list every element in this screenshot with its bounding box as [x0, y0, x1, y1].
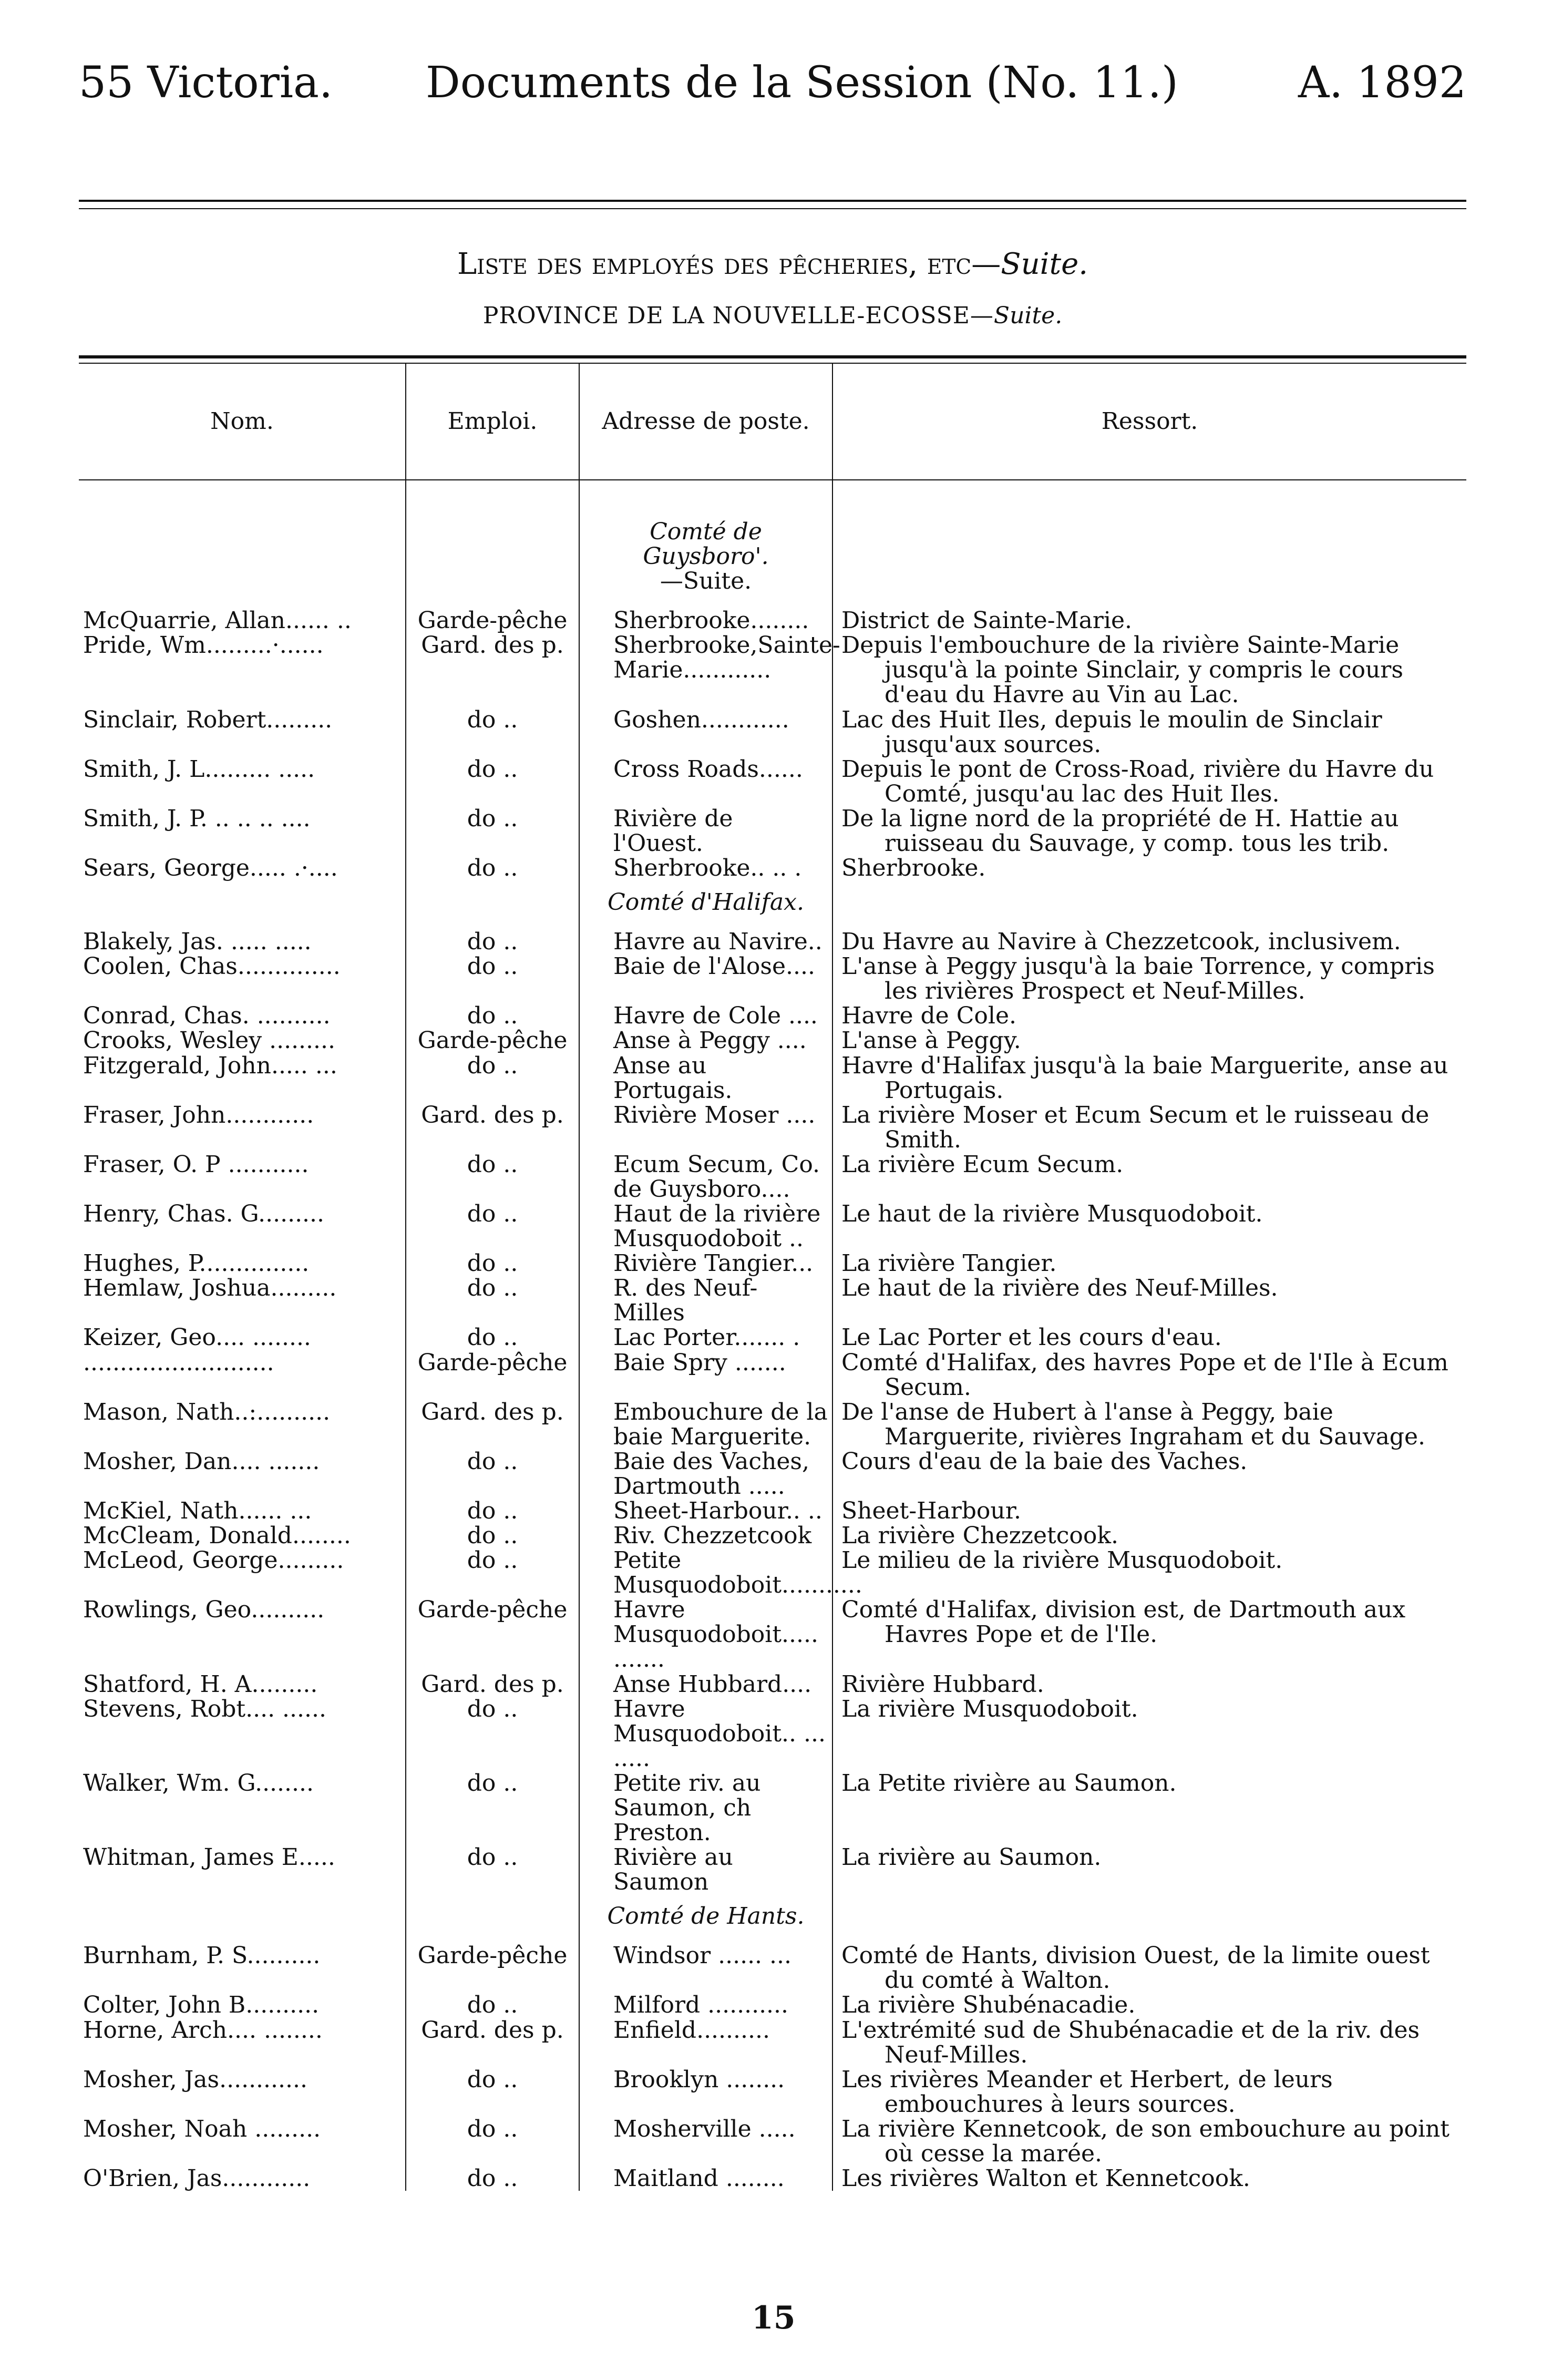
jurisdiction: La rivière Ecum Secum. [841, 1151, 1124, 1178]
employee-name: Burnham, P. S.......... [83, 1942, 321, 1969]
column-header-nom: Nom. [79, 364, 406, 480]
table-row [79, 1251, 1466, 1276]
employee-name: Colter, John B.......... [83, 1992, 320, 2019]
employee-name: Shatford, H. A......... [83, 1670, 318, 1698]
table-row [79, 2018, 1466, 2067]
employee-role: do .. [467, 2066, 518, 2093]
employee-role: do .. [467, 1002, 518, 1030]
post-address: Rivière de l'Ouest. [613, 805, 733, 857]
jurisdiction: Sheet-Harbour. [841, 1497, 1021, 1524]
employee-name: Sears, George..... .·.... [83, 855, 338, 882]
post-address: Anse au Portugais. [613, 1052, 733, 1104]
employee-role: do .. [467, 1522, 518, 1550]
employee-name: Mosher, Jas............ [83, 2066, 307, 2093]
employee-name: Smith, J. P. .. .. .. .... [83, 805, 311, 832]
employee-role: do .. [467, 2115, 518, 2142]
employee-role: do .. [467, 855, 518, 882]
post-address: R. des Neuf-Milles [613, 1275, 758, 1327]
employee-name: McLeod, George......... [83, 1547, 344, 1574]
post-address: Riv. Chezzetcook [613, 1522, 812, 1550]
employee-role: do .. [467, 1497, 518, 1524]
table-row [79, 1152, 1466, 1202]
employee-name: Hemlaw, Joshua......... [83, 1275, 337, 1302]
post-address: Baie des Vaches, Dartmouth ..... [613, 1448, 809, 1500]
employee-role: Gard. des p. [421, 632, 564, 659]
employee-name: Fraser, John............ [83, 1101, 314, 1129]
employee-role: do .. [467, 805, 518, 832]
jurisdiction: La rivière au Saumon. [841, 1844, 1102, 1871]
table-row [79, 1028, 1466, 1053]
section-title: Comté de Guysboro'. [643, 518, 769, 570]
section-row [79, 1894, 1466, 1943]
employee-role: do .. [467, 755, 518, 783]
employee-role: do .. [467, 1769, 518, 1797]
post-address: Haut de la rivière Musquodoboit .. [613, 1201, 821, 1253]
jurisdiction: La rivière Shubénacadie. [841, 1992, 1136, 2019]
post-address: Windsor ...... ... [613, 1942, 791, 1969]
jurisdiction: Le haut de la rivière Musquodoboit. [841, 1201, 1263, 1228]
table-row [79, 2166, 1466, 2191]
employee-name: Horne, Arch.... ........ [83, 2016, 323, 2044]
post-address: Havre au Navire.. [613, 928, 823, 956]
employee-name: Pride, Wm.........·...... [83, 632, 324, 659]
post-address: Baie de l'Alose.... [613, 953, 815, 980]
table-row [79, 608, 1466, 633]
header-left: 55 Victoria. [79, 58, 333, 108]
employee-role: do .. [467, 1151, 518, 1178]
employee-role: do .. [467, 1275, 518, 1302]
post-address: Sherbrooke,Sainte-Marie............ [613, 632, 840, 684]
post-address: Embouchure de la baie Marguerite. [613, 1398, 828, 1450]
section-title: Comté de Hants. [607, 1903, 805, 1930]
header-center: Documents de la Session (No. 11.) [426, 58, 1178, 108]
table-row [79, 1276, 1466, 1325]
employee-role: Garde-pêche [417, 1942, 568, 1969]
table-row [79, 1003, 1466, 1028]
jurisdiction: Le milieu de la rivière Musquodoboit. [841, 1547, 1283, 1574]
employee-role: Gard. des p. [421, 1398, 564, 1425]
post-address: Rivière Tangier... [613, 1250, 814, 1277]
employee-role: Gard. des p. [421, 1670, 564, 1698]
jurisdiction: La rivière Kennetcook, de son embouchure au point où cesse la marée. [841, 2115, 1450, 2167]
post-address: Rivière Moser .... [613, 1101, 816, 1129]
jurisdiction: Depuis le pont de Cross-Road, rivière du Havre du Comté, jusqu'au lac des Huit Iles. [841, 755, 1434, 807]
page-number: 15 [752, 2300, 796, 2336]
post-address: Havre Musquodoboit..... ....... [613, 1596, 818, 1673]
jurisdiction: Havre de Cole. [841, 1002, 1016, 1030]
employee-name: Hughes, P............... [83, 1250, 310, 1277]
jurisdiction: La rivière Chezzetcook. [841, 1522, 1118, 1550]
employee-role: do .. [467, 1324, 518, 1351]
post-address: Baie Spry ....... [613, 1349, 786, 1376]
employee-role: do .. [467, 706, 518, 733]
employee-name: Fraser, O. P ........... [83, 1151, 309, 1178]
post-address: Mosherville ..... [613, 2115, 796, 2142]
employee-role: do .. [467, 953, 518, 980]
table-row [79, 1449, 1466, 1499]
jurisdiction: La rivière Tangier. [841, 1250, 1057, 1277]
employee-name: Blakely, Jas. ..... ..... [83, 928, 312, 956]
employee-role: do .. [467, 2165, 518, 2192]
employee-name: McQuarrie, Allan...... .. [83, 607, 352, 634]
employee-name: Fitzgerald, John..... ... [83, 1052, 337, 1079]
post-address: Brooklyn ........ [613, 2066, 785, 2093]
table-row [79, 1548, 1466, 1597]
jurisdiction: L'anse à Peggy jusqu'à la baie Torrence, y compris les rivières Prospect et Neuf-Milles. [841, 953, 1435, 1005]
table-row [79, 1993, 1466, 2017]
table-row [79, 856, 1466, 880]
running-header [79, 58, 1466, 116]
post-address: Havre Musquodoboit.. ... ..... [613, 1695, 826, 1772]
employee-role: do .. [467, 1992, 518, 2019]
section-row [79, 880, 1466, 929]
table-row [79, 1697, 1466, 1771]
employee-role: Gard. des p. [421, 1101, 564, 1129]
employee-name: McCleam, Donald........ [83, 1522, 351, 1550]
jurisdiction: Comté d'Halifax, des havres Pope et de l'Ile à Ecum Secum. [841, 1349, 1448, 1401]
jurisdiction: Le Lac Porter et les cours d'eau. [841, 1324, 1222, 1351]
table-row [79, 1400, 1466, 1449]
jurisdiction: La rivière Moser et Ecum Secum et le ruisseau de Smith. [841, 1101, 1430, 1153]
table-row [79, 633, 1466, 707]
table-row [79, 1202, 1466, 1251]
table-row [79, 757, 1466, 806]
title-double-rule [79, 355, 1466, 364]
jurisdiction: Les rivières Walton et Kennetcook. [841, 2165, 1250, 2192]
table-row [79, 806, 1466, 856]
jurisdiction: Havre d'Halifax jusqu'à la baie Marguerite, anse au Portugais. [841, 1052, 1448, 1104]
table-row [79, 929, 1466, 954]
list-title: Liste des employés des pêcheries, etc—Suite. [457, 247, 1088, 281]
table-row [79, 1053, 1466, 1103]
post-address: Lac Porter....... . [613, 1324, 800, 1351]
table-row [79, 2067, 1466, 2117]
employee-role: do .. [467, 1250, 518, 1277]
table-row [79, 1771, 1466, 1845]
employees-table [79, 364, 1466, 2191]
post-address: Goshen............ [613, 706, 789, 733]
employee-role: Garde-pêche [417, 1596, 568, 1624]
table-row [79, 1523, 1466, 1548]
employee-name: Crooks, Wesley ......... [83, 1027, 335, 1054]
employee-name: Smith, J. L......... ..... [83, 755, 315, 783]
jurisdiction: La Petite rivière au Saumon. [841, 1769, 1177, 1797]
employee-name: Conrad, Chas. .......... [83, 1002, 331, 1030]
post-address: Anse à Peggy .... [613, 1027, 807, 1054]
employee-name: McKiel, Nath...... ... [83, 1497, 312, 1524]
jurisdiction: Les rivières Meander et Herbert, de leurs embouchures à leurs sources. [841, 2066, 1333, 2118]
table-row [79, 954, 1466, 1003]
jurisdiction: Depuis l'embouchure de la rivière Sainte-Marie jusqu'à la pointe Sinclair, y compris le cours d'eau du Havre au Vin au Lac. [841, 632, 1403, 709]
employee-role: do .. [467, 1052, 518, 1079]
table-header-row [79, 364, 1466, 480]
jurisdiction: Le haut de la rivière des Neuf-Milles. [841, 1275, 1278, 1302]
jurisdiction: La rivière Musquodoboit. [841, 1695, 1138, 1722]
jurisdiction: De l'anse de Hubert à l'anse à Peggy, baie Marguerite, rivières Ingraham et du Sauvage. [841, 1398, 1425, 1450]
jurisdiction: Sherbrooke. [841, 855, 986, 882]
employee-name: Stevens, Robt.... ...... [83, 1695, 326, 1722]
employee-name: Coolen, Chas.............. [83, 953, 341, 980]
employee-role: Gard. des p. [421, 2016, 564, 2044]
employee-name: Mosher, Noah ......... [83, 2115, 321, 2142]
jurisdiction: Comté de Hants, division Ouest, de la limite ouest du comté à Walton. [841, 1942, 1430, 1994]
section-row [79, 510, 1466, 608]
employee-role: do .. [467, 1201, 518, 1228]
jurisdiction: Rivière Hubbard. [841, 1670, 1044, 1698]
table-row [79, 2117, 1466, 2166]
employee-role: Garde-pêche [417, 1349, 568, 1376]
employee-role: do .. [467, 1547, 518, 1574]
post-address: Milford ........... [613, 1992, 789, 2019]
header-double-rule [79, 200, 1466, 209]
table-row [79, 1103, 1466, 1152]
employee-role: do .. [467, 1695, 518, 1722]
column-header-emploi: Emploi. [406, 364, 579, 480]
jurisdiction: Comté d'Halifax, division est, de Dartmouth aux Havres Pope et de l'Ile. [841, 1596, 1406, 1648]
post-address: Enfield.......... [613, 2016, 770, 2044]
table-row [79, 707, 1466, 757]
employee-name: Mason, Nath..:.......... [83, 1398, 331, 1425]
employee-name: Henry, Chas. G......... [83, 1201, 325, 1228]
employee-name: Sinclair, Robert......... [83, 706, 333, 733]
post-address: Sheet-Harbour.. .. [613, 1497, 823, 1524]
jurisdiction: Cours d'eau de la baie des Vaches. [841, 1448, 1248, 1475]
post-address: Petite riv. au Saumon, ch Preston. [613, 1769, 761, 1846]
jurisdiction: De la ligne nord de la propriété de H. Hattie au ruisseau du Sauvage, y comp. tous les trib. [841, 805, 1399, 857]
employee-name: Walker, Wm. G........ [83, 1769, 314, 1797]
employee-name: O'Brien, Jas............ [83, 2165, 311, 2192]
post-address: Ecum Secum, Co. de Guysboro.... [613, 1151, 820, 1203]
post-address: Petite Musquodoboit........... [613, 1547, 862, 1599]
employee-role: Garde-pêche [417, 607, 568, 634]
section-suite: —Suite. [660, 568, 752, 595]
jurisdiction: L'anse à Peggy. [841, 1027, 1021, 1054]
employee-name: Whitman, James E..... [83, 1844, 335, 1871]
employee-name: Rowlings, Geo.......... [83, 1596, 325, 1624]
table-row [79, 1845, 1466, 1894]
post-address: Havre de Cole .... [613, 1002, 818, 1030]
post-address: Cross Roads...... [613, 755, 803, 783]
table-row [79, 1943, 1466, 1993]
jurisdiction: District de Sainte-Marie. [841, 607, 1133, 634]
post-address: Rivière au Saumon [613, 1844, 733, 1896]
table-row [79, 1325, 1466, 1350]
column-header-adresse: Adresse de poste. [579, 364, 832, 480]
column-header-ressort: Ressort. [832, 364, 1466, 480]
post-address: Maitland ........ [613, 2165, 785, 2192]
post-address: Anse Hubbard.... [613, 1670, 812, 1698]
employee-name: .......................... [83, 1349, 274, 1376]
table-row [79, 1350, 1466, 1400]
header-right: A. 1892 [1298, 58, 1466, 108]
employee-role: do .. [467, 1448, 518, 1475]
table-row [79, 1672, 1466, 1697]
employee-name: Keizer, Geo.... ........ [83, 1324, 311, 1351]
province-subtitle: PROVINCE DE LA NOUVELLE-ECOSSE—Suite. [482, 302, 1063, 329]
employee-role: Garde-pêche [417, 1027, 568, 1054]
section-title: Comté d'Halifax. [608, 889, 804, 916]
table-row [79, 1597, 1466, 1671]
post-address: Sherbrooke.. .. . [613, 855, 802, 882]
table-row [79, 1499, 1466, 1523]
jurisdiction: L'extrémité sud de Shubénacadie et de la riv. des Neuf-Milles. [841, 2016, 1420, 2068]
post-address: Sherbrooke........ [613, 607, 809, 634]
employee-role: do .. [467, 1844, 518, 1871]
employee-name: Mosher, Dan.... ....... [83, 1448, 320, 1475]
employee-role: do .. [467, 928, 518, 956]
jurisdiction: Lac des Huit Iles, depuis le moulin de Sinclair jusqu'aux sources. [841, 706, 1382, 758]
table-body [79, 480, 1466, 2191]
jurisdiction: Du Havre au Navire à Chezzetcook, inclusivem. [841, 928, 1401, 956]
